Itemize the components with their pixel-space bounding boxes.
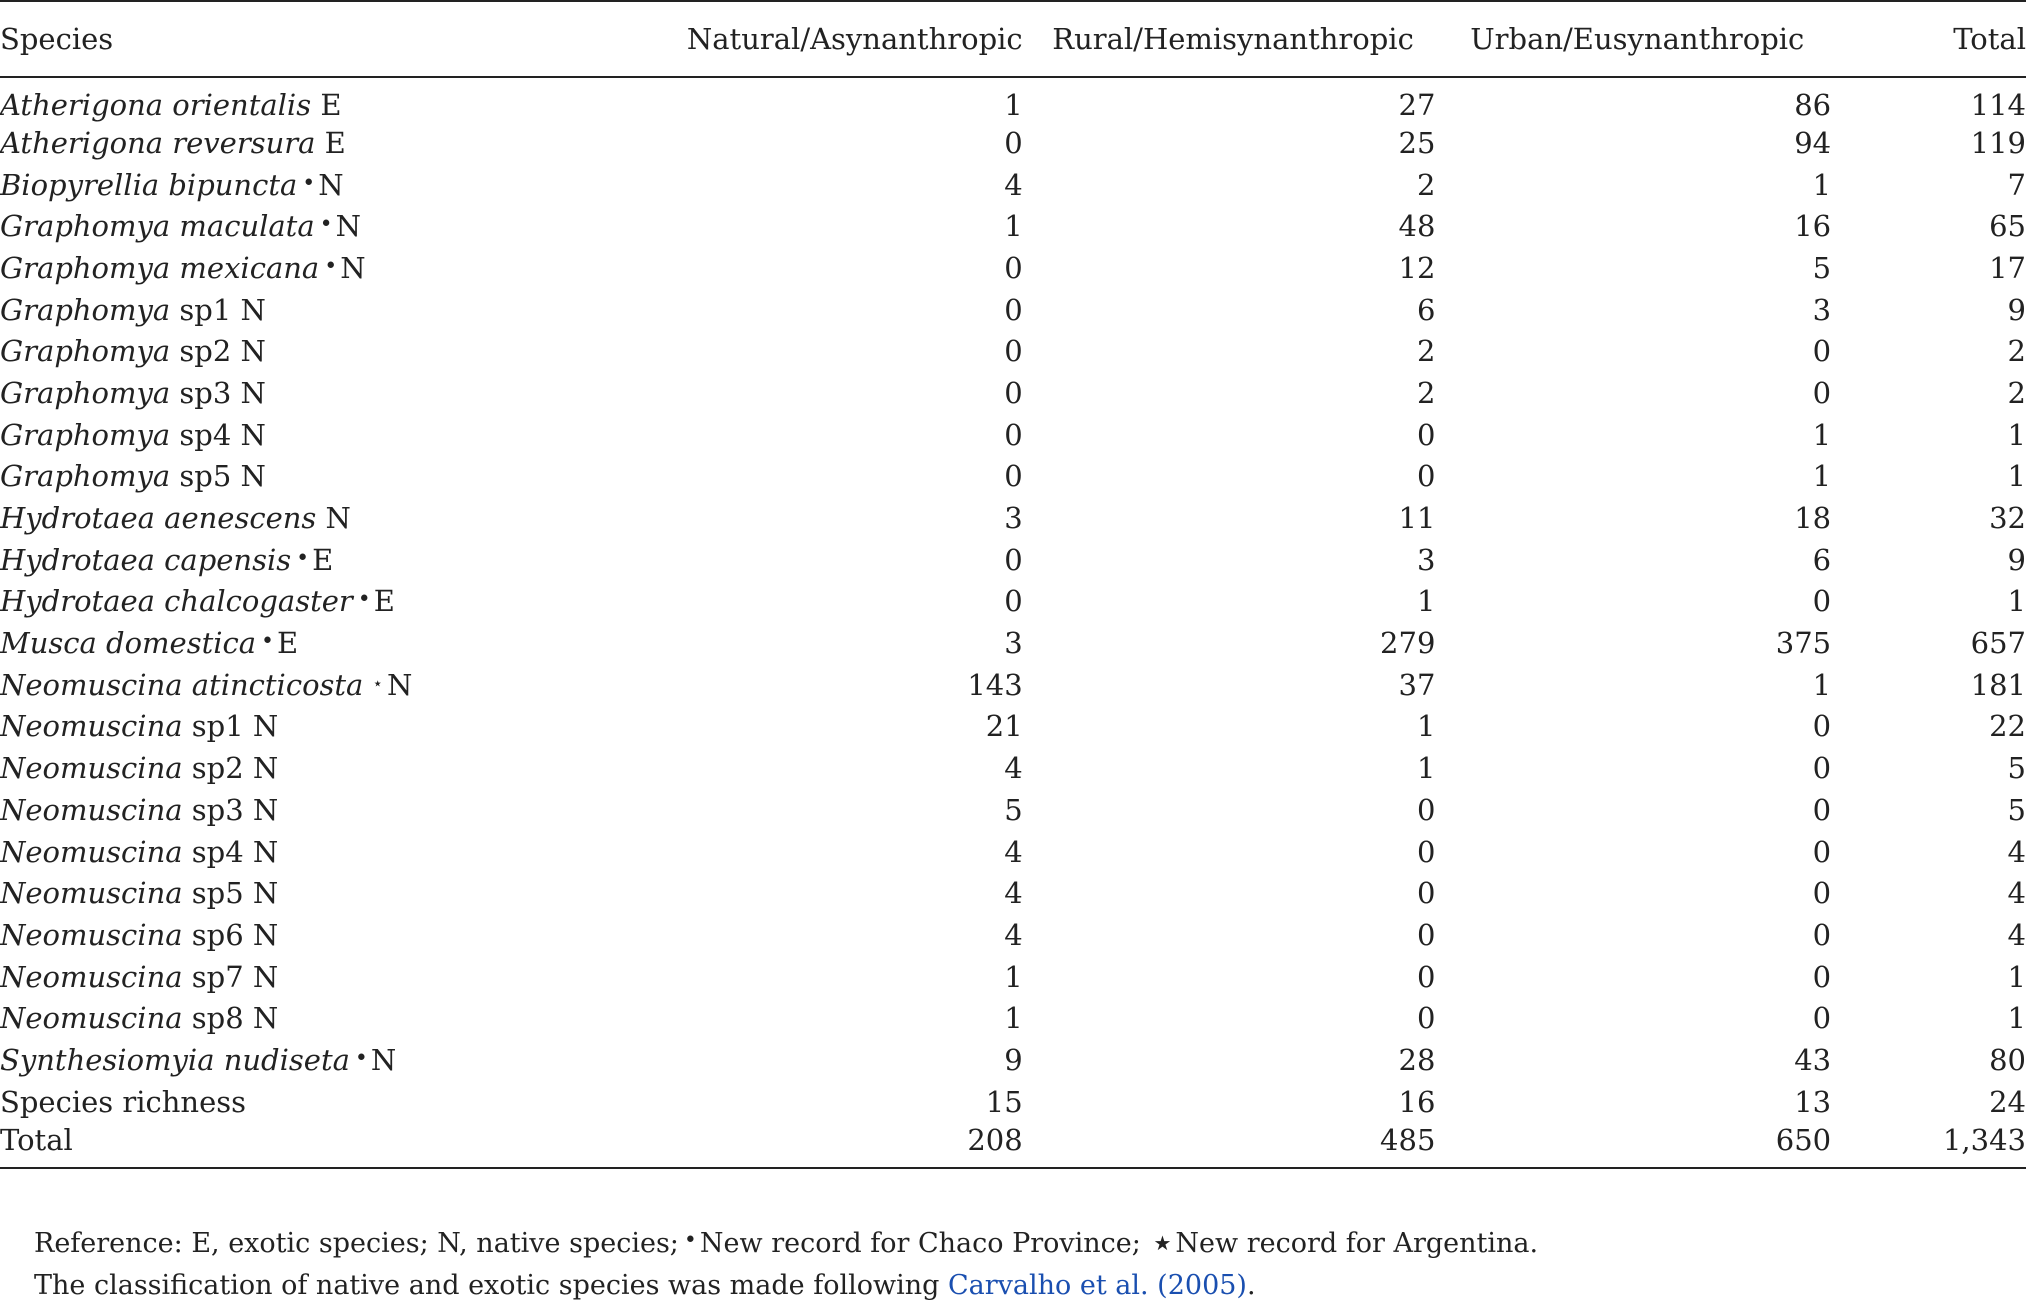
count-cell: 0: [1004, 334, 1023, 369]
species-name: Hydrotaea chalcogaster: [0, 584, 353, 619]
species-cell: [0, 497, 427, 539]
table-row: [0, 205, 2026, 247]
species-suffix: sp3: [179, 375, 232, 410]
species-cell: [0, 831, 427, 873]
species-cell: [0, 456, 427, 498]
origin-code: E: [373, 584, 395, 619]
table-row: [0, 914, 2026, 956]
species-name: Atherigona reversura: [0, 125, 316, 160]
summary-cell: 15: [985, 1084, 1023, 1119]
origin-code: N: [240, 292, 266, 327]
footnote-classification: [34, 1270, 1256, 1301]
origin-code: E: [277, 626, 299, 661]
count-cell: 18: [1794, 501, 1832, 536]
species-name: Graphomya: [0, 417, 171, 452]
count-cell: 9: [2007, 542, 2026, 577]
origin-code: E: [312, 542, 334, 577]
new-record-argentina-icon: ⋆: [372, 673, 384, 694]
species-suffix: sp6: [191, 917, 244, 952]
count-cell: 0: [1004, 584, 1023, 619]
species-name: Atherigona orientalis: [0, 88, 312, 122]
species-name: Neomuscina: [0, 792, 183, 827]
count-cell: 657: [1970, 626, 2026, 661]
count-cell: 0: [1812, 876, 1832, 911]
origin-code: N: [252, 917, 279, 952]
species-suffix: sp8: [191, 1001, 244, 1036]
count-cell: 1: [1812, 459, 1832, 494]
new-record-bullet-icon: •: [683, 1228, 697, 1253]
count-cell: 32: [1989, 501, 2026, 536]
table-row: [0, 789, 2026, 831]
table-row: [0, 622, 2026, 664]
origin-code: N: [252, 792, 279, 827]
count-cell: 1: [1812, 167, 1832, 202]
species-name: Neomuscina: [0, 751, 183, 786]
species-name: Neomuscina atincticosta: [0, 667, 364, 702]
count-cell: 27: [1398, 88, 1436, 122]
species-suffix: sp1: [179, 292, 232, 327]
count-cell: 0: [1812, 917, 1832, 952]
origin-code: N: [240, 417, 266, 452]
footnote-classification-text: The classification of native and exotic species was made following: [34, 1270, 940, 1301]
footnote-reference: [34, 1228, 1538, 1259]
summary-cell: 24: [1989, 1084, 2026, 1119]
species-suffix: sp5: [191, 876, 244, 911]
species-cell: [0, 122, 427, 164]
species-name: Graphomya: [0, 334, 171, 369]
new-record-chaco-icon: •: [319, 212, 333, 238]
count-cell: 2: [2007, 375, 2026, 410]
table-body: [0, 77, 2026, 1168]
count-cell: 0: [1812, 751, 1832, 786]
new-record-chaco-icon: •: [357, 587, 371, 613]
count-cell: 4: [1004, 751, 1023, 786]
origin-code: E: [320, 88, 342, 122]
count-cell: 1: [1812, 667, 1832, 702]
species-suffix: sp7: [191, 959, 244, 994]
count-cell: 28: [1398, 1042, 1436, 1077]
species-cell: [0, 997, 427, 1039]
summary-row: [0, 1081, 2026, 1123]
species-suffix: sp2: [179, 334, 232, 369]
count-cell: 6: [1416, 292, 1436, 327]
count-cell: 0: [1004, 542, 1023, 577]
count-cell: 2: [1416, 375, 1436, 410]
species-cell: [0, 747, 427, 789]
species-name: Musca domestica: [0, 626, 257, 661]
summary-cell: 485: [1027, 1123, 1440, 1168]
col-header-urban: Urban/Eusynanthropic: [1439, 1, 1835, 77]
count-cell: 0: [1812, 375, 1832, 410]
count-cell: 21: [985, 709, 1023, 744]
count-cell: 0: [1812, 959, 1832, 994]
species-name: Neomuscina: [0, 959, 183, 994]
new-record-chaco-icon: •: [324, 253, 338, 279]
count-cell: 7: [2007, 167, 2026, 202]
species-name: Graphomya: [0, 292, 171, 327]
table-row: [0, 289, 2026, 331]
species-name: Neomuscina: [0, 917, 183, 952]
count-cell: 25: [1398, 125, 1436, 160]
count-cell: 119: [1970, 125, 2026, 160]
species-cell: [0, 205, 427, 247]
new-record-star-icon: ★: [1153, 1231, 1172, 1255]
count-cell: 80: [1989, 1042, 2026, 1077]
count-cell: 1: [2007, 1001, 2026, 1036]
table-row: [0, 330, 2026, 372]
origin-code: N: [370, 1042, 397, 1077]
table-row: [0, 372, 2026, 414]
footnote-period: .: [1246, 1270, 1256, 1301]
count-cell: 37: [1398, 667, 1436, 702]
origin-code: N: [325, 501, 351, 536]
count-cell: 114: [1970, 88, 2026, 122]
new-record-chaco-icon: •: [261, 629, 275, 655]
summary-cell: 1,343: [1835, 1123, 2026, 1168]
species-suffix: sp5: [179, 459, 232, 494]
table-row: [0, 831, 2026, 873]
table-row: [0, 77, 2026, 122]
species-cell: [0, 1039, 427, 1081]
count-cell: 5: [1812, 250, 1832, 285]
count-cell: 1: [1004, 1001, 1023, 1036]
count-cell: 0: [1416, 417, 1436, 452]
species-name: Graphomya maculata: [0, 209, 315, 244]
table-row: [0, 1039, 2026, 1081]
count-cell: 0: [1416, 459, 1436, 494]
origin-code: N: [318, 167, 344, 202]
count-cell: 0: [1416, 792, 1436, 827]
table-row: [0, 539, 2026, 581]
col-header-natural: Natural/Asynanthropic: [427, 1, 1027, 77]
count-cell: 0: [1812, 834, 1832, 869]
count-cell: 1: [2007, 584, 2026, 619]
count-cell: 17: [1989, 250, 2026, 285]
species-suffix: sp4: [191, 834, 244, 869]
species-name: Synthesiomyia nudiseta: [0, 1042, 350, 1077]
count-cell: 22: [1989, 709, 2026, 744]
count-cell: 0: [1812, 584, 1832, 619]
count-cell: 0: [1004, 250, 1023, 285]
table-row: [0, 956, 2026, 998]
count-cell: 3: [1004, 626, 1023, 661]
summary-row: [0, 1123, 2026, 1168]
species-cell: [0, 872, 427, 914]
species-name: Neomuscina: [0, 709, 183, 744]
count-cell: 1: [1416, 709, 1436, 744]
count-cell: 0: [1812, 1001, 1832, 1036]
summary-cell: 208: [427, 1123, 1027, 1168]
table-row: [0, 164, 2026, 206]
summary-cell: 13: [1794, 1084, 1832, 1119]
count-cell: 0: [1004, 417, 1023, 452]
table-row: [0, 247, 2026, 289]
count-cell: 1: [1004, 88, 1023, 122]
count-cell: 4: [2007, 834, 2026, 869]
col-header-species: Species: [0, 1, 427, 77]
new-record-chaco-icon: •: [302, 170, 316, 196]
origin-code: N: [240, 459, 266, 494]
count-cell: 0: [1004, 292, 1023, 327]
count-cell: 94: [1794, 125, 1832, 160]
count-cell: 0: [1416, 1001, 1436, 1036]
origin-code: N: [240, 375, 266, 410]
count-cell: 279: [1380, 626, 1436, 661]
count-cell: 2: [1416, 167, 1436, 202]
count-cell: 0: [1812, 334, 1832, 369]
count-cell: 4: [1004, 834, 1023, 869]
count-cell: 6: [1812, 542, 1832, 577]
table-row: [0, 497, 2026, 539]
count-cell: 5: [2007, 751, 2026, 786]
species-cell: [0, 539, 427, 581]
count-cell: 0: [1812, 709, 1832, 744]
count-cell: 0: [1812, 792, 1832, 827]
count-cell: 11: [1398, 501, 1436, 536]
table-row: [0, 414, 2026, 456]
count-cell: 3: [1416, 542, 1436, 577]
origin-code: N: [252, 751, 279, 786]
count-cell: 48: [1398, 209, 1436, 244]
table-row: [0, 747, 2026, 789]
species-name: Neomuscina: [0, 834, 183, 869]
count-cell: 0: [1004, 375, 1023, 410]
origin-code: E: [324, 125, 346, 160]
count-cell: 3: [1812, 292, 1832, 327]
summary-cell: 16: [1398, 1084, 1436, 1119]
count-cell: 9: [1004, 1042, 1023, 1077]
footnote-reference-prefix: Reference: E, exotic species; N, native species;: [34, 1228, 679, 1259]
species-cell: [0, 956, 427, 998]
count-cell: 0: [1416, 876, 1436, 911]
count-cell: 3: [1004, 501, 1023, 536]
count-cell: 1: [1004, 209, 1023, 244]
species-name: Graphomya: [0, 459, 171, 494]
count-cell: 375: [1775, 626, 1832, 661]
count-cell: 181: [1970, 667, 2026, 702]
table-row: [0, 456, 2026, 498]
species-cell: [0, 914, 427, 956]
count-cell: 0: [1004, 125, 1023, 160]
species-cell: [0, 289, 427, 331]
count-cell: 0: [1416, 959, 1436, 994]
species-cell: [0, 789, 427, 831]
count-cell: 4: [1004, 876, 1023, 911]
count-cell: 4: [1004, 167, 1023, 202]
species-name: Hydrotaea capensis: [0, 542, 292, 577]
species-name: Biopyrellia bipuncta: [0, 167, 298, 202]
species-cell: [0, 164, 427, 206]
species-suffix: sp3: [191, 792, 244, 827]
table-row: [0, 997, 2026, 1039]
summary-label: Species richness: [0, 1084, 247, 1119]
species-cell: [0, 706, 427, 748]
origin-code: N: [252, 959, 279, 994]
table-row: [0, 706, 2026, 748]
count-cell: 1: [1416, 751, 1436, 786]
species-name: Neomuscina: [0, 876, 183, 911]
origin-code: N: [387, 667, 413, 702]
species-suffix: sp4: [179, 417, 232, 452]
count-cell: 1: [1812, 417, 1832, 452]
species-cell: [0, 247, 427, 289]
count-cell: 143: [967, 667, 1023, 702]
new-record-chaco-icon: •: [354, 1045, 368, 1071]
species-name: Graphomya mexicana: [0, 250, 320, 285]
col-header-rural: Rural/Hemisynanthropic: [1027, 1, 1440, 77]
count-cell: 5: [2007, 792, 2026, 827]
table-row: [0, 122, 2026, 164]
species-cell: [0, 372, 427, 414]
species-cell: [0, 581, 427, 623]
species-cell: [0, 664, 427, 706]
carvalho-reference-link[interactable]: Carvalho et al. (2005): [948, 1270, 1247, 1301]
species-name: Neomuscina: [0, 1001, 183, 1036]
table-row: [0, 581, 2026, 623]
species-cell: [0, 77, 427, 122]
count-cell: 1: [1416, 584, 1436, 619]
origin-code: N: [340, 250, 366, 285]
species-suffix: sp2: [191, 751, 244, 786]
count-cell: 2: [1416, 334, 1436, 369]
origin-code: N: [252, 1001, 279, 1036]
footnote-argentina: New record for Argentina.: [1175, 1228, 1539, 1259]
footnote-chaco: New record for Chaco Province;: [699, 1228, 1141, 1259]
new-record-chaco-icon: •: [296, 545, 310, 571]
table-row: [0, 664, 2026, 706]
count-cell: 0: [1416, 917, 1436, 952]
count-cell: 4: [1004, 917, 1023, 952]
species-name: Graphomya: [0, 375, 171, 410]
origin-code: N: [252, 709, 279, 744]
count-cell: 0: [1004, 459, 1023, 494]
count-cell: 1: [1004, 959, 1023, 994]
header-row: [0, 1, 2026, 77]
count-cell: 4: [2007, 917, 2026, 952]
species-cell: [0, 622, 427, 664]
count-cell: 1: [2007, 959, 2026, 994]
count-cell: 16: [1794, 209, 1832, 244]
summary-label: Total: [0, 1123, 427, 1168]
summary-cell: 650: [1439, 1123, 1835, 1168]
col-header-total: Total: [1835, 1, 2026, 77]
table-row: [0, 872, 2026, 914]
count-cell: 65: [1989, 209, 2026, 244]
count-cell: 43: [1794, 1042, 1832, 1077]
species-cell: [0, 330, 427, 372]
origin-code: N: [252, 834, 279, 869]
origin-code: N: [252, 876, 279, 911]
count-cell: 12: [1398, 250, 1436, 285]
species-cell: [0, 414, 427, 456]
count-cell: 2: [2007, 334, 2026, 369]
count-cell: 4: [2007, 876, 2026, 911]
count-cell: 9: [2007, 292, 2026, 327]
species-name: Hydrotaea aenescens: [0, 501, 317, 536]
count-cell: 1: [2007, 459, 2026, 494]
count-cell: 0: [1416, 834, 1436, 869]
origin-code: N: [240, 334, 266, 369]
count-cell: 5: [1004, 792, 1023, 827]
origin-code: N: [335, 209, 361, 244]
species-suffix: sp1: [191, 709, 244, 744]
count-cell: 86: [1794, 88, 1832, 122]
count-cell: 1: [2007, 417, 2026, 452]
